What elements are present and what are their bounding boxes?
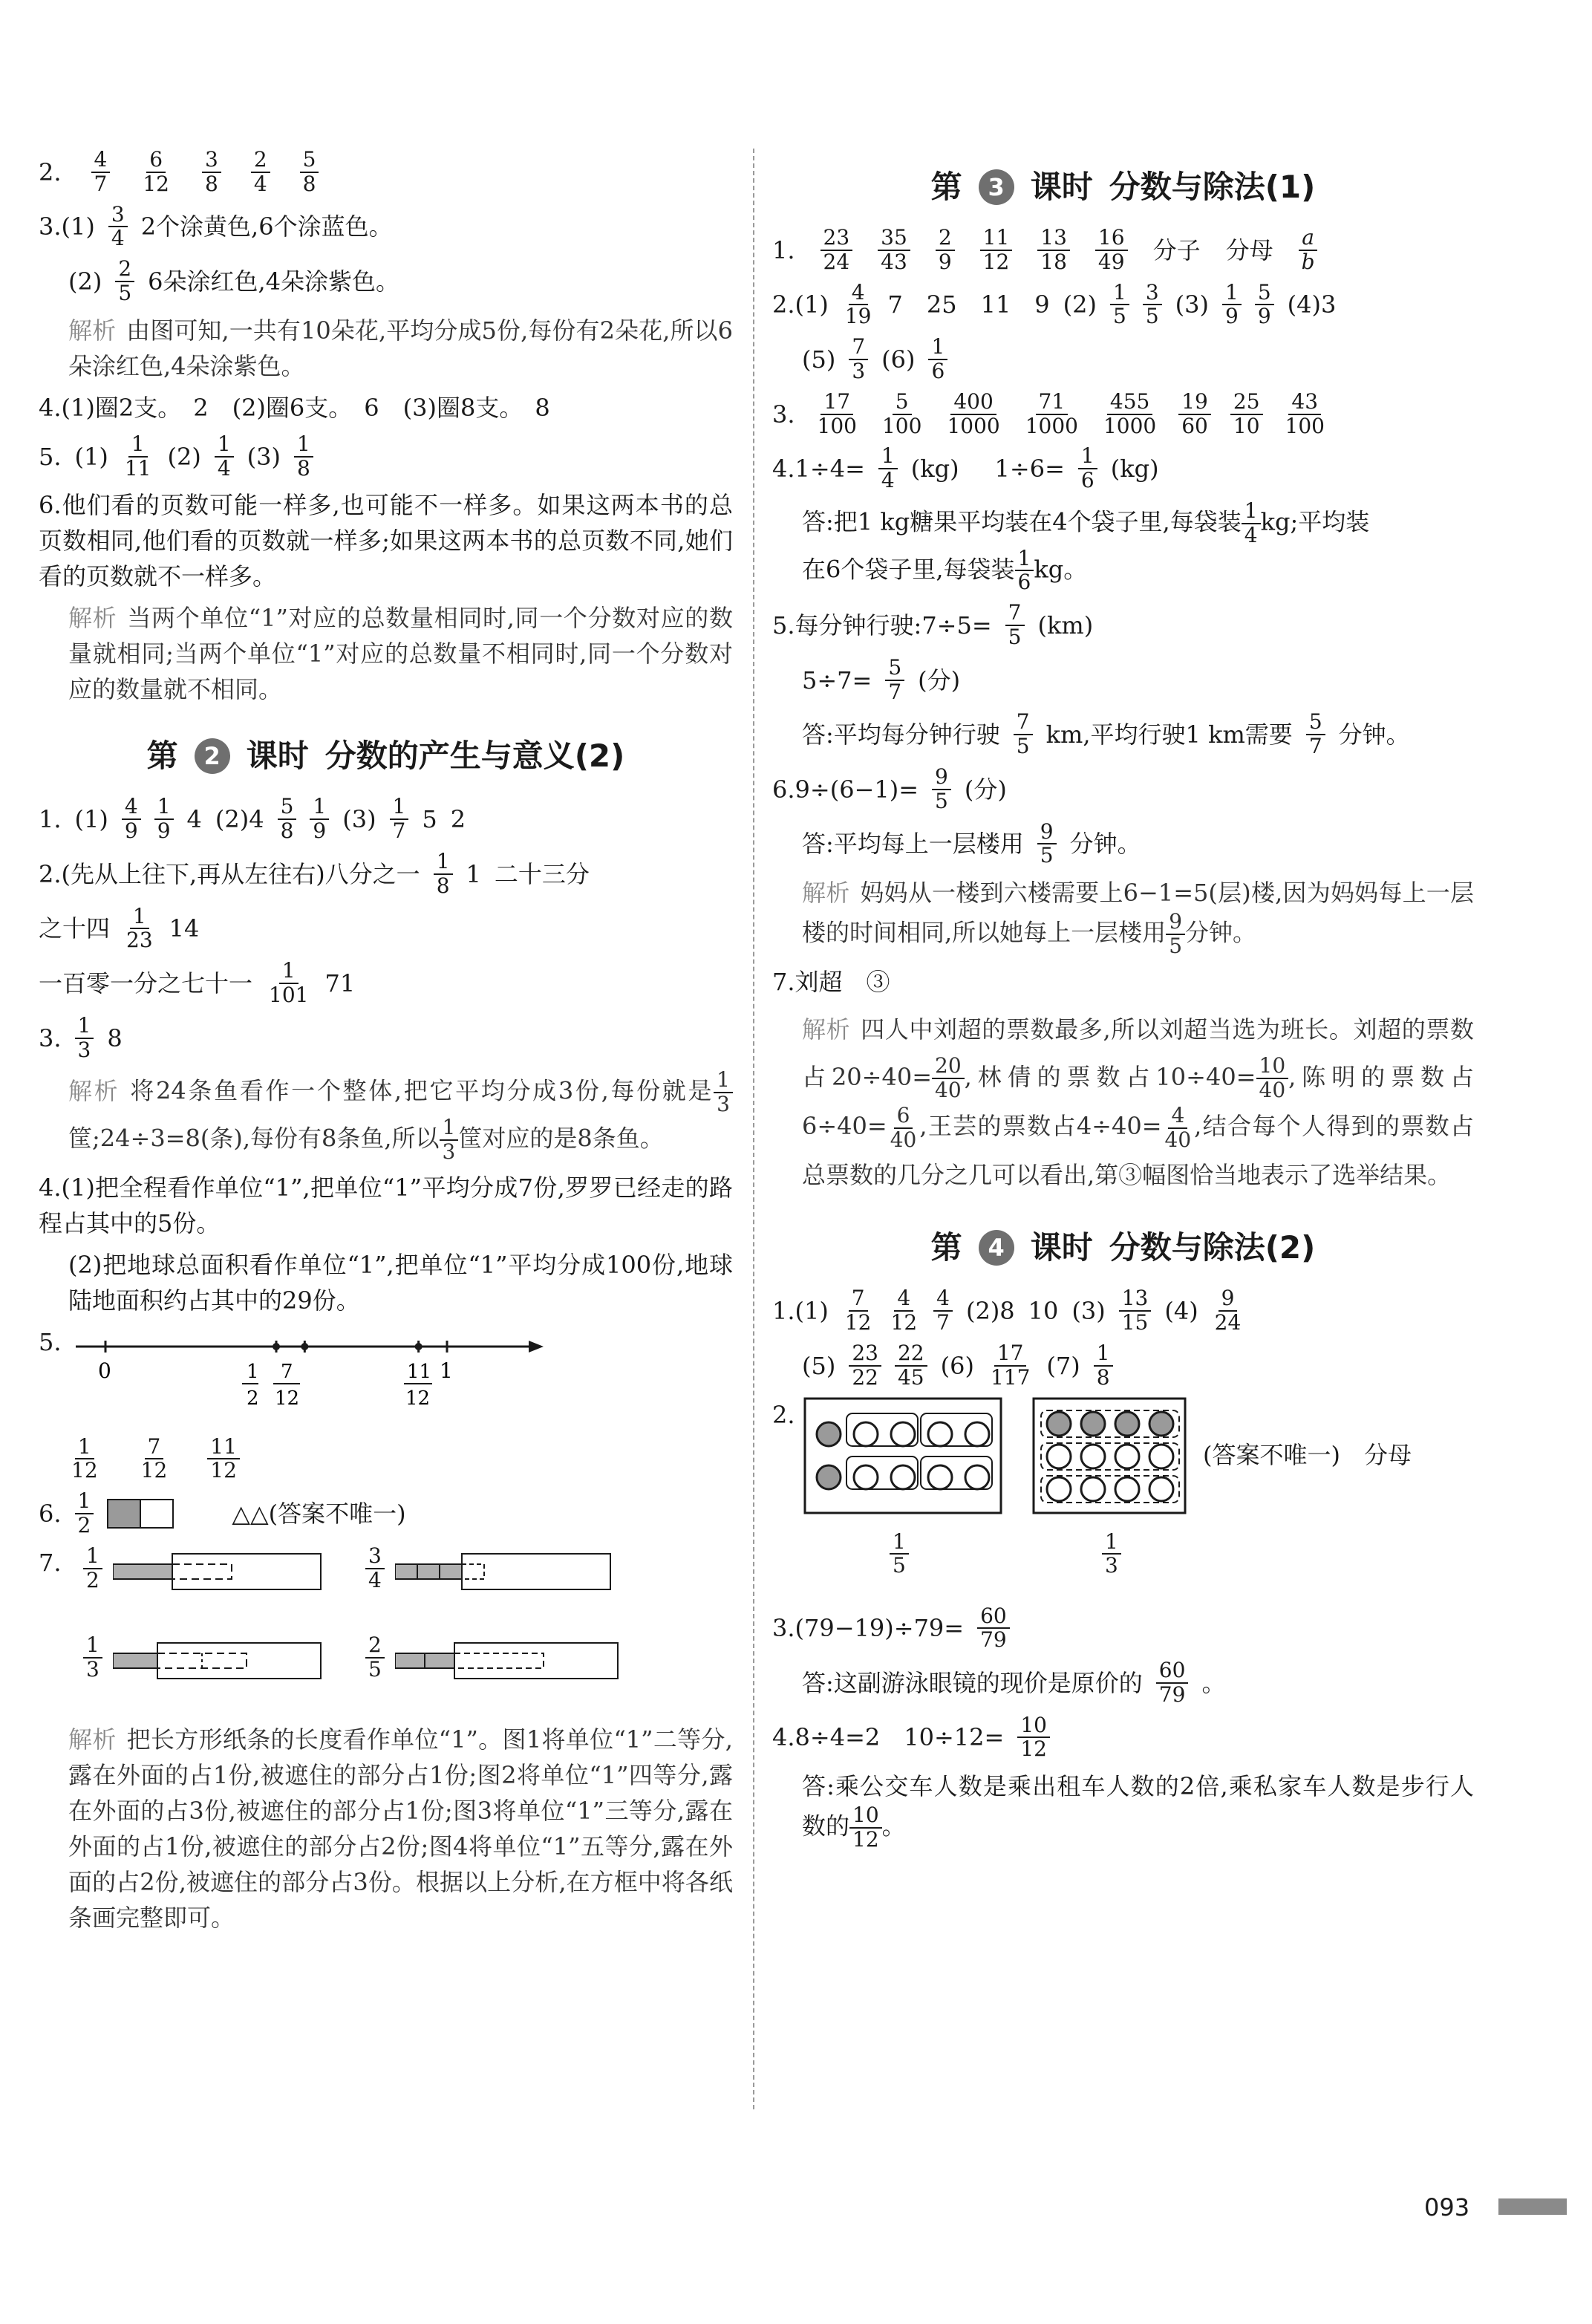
fraction: $\frac{4}{7}$ — [933, 1287, 953, 1335]
left-q2 — [39, 149, 733, 196]
fraction: $\frac{1}{8}$ — [434, 850, 453, 898]
left-q3-note: 解析 由图可知,一共有10朵花,平均分成5份,每份有2朵花,所以6朵涂红色,4朵涂紫色。 — [68, 316, 733, 380]
tick-label: 12 — [405, 1387, 431, 1410]
fraction: $\frac{1}{4}$ — [878, 445, 898, 492]
fraction: $\frac{1}{9}$ — [310, 795, 329, 843]
fraction: $\frac{10}{40}$ — [1256, 1055, 1289, 1102]
section-title-3: 第 3 课时 分数与除法(1) — [930, 169, 1316, 205]
fraction: $\frac{4}{7}$ — [91, 149, 111, 196]
right-column — [772, 141, 1474, 1858]
s2-q3: 3. $\frac{1}{3}$ 8 — [39, 1012, 123, 1062]
fraction: $\frac{5}{7}$ — [1306, 711, 1325, 758]
fraction: $\frac{1}{9}$ — [154, 795, 174, 843]
page-bar — [1498, 2198, 1567, 2215]
circle — [1149, 1477, 1173, 1501]
fraction: $\frac{20}{40}$ — [932, 1055, 965, 1102]
number-line-point — [301, 1343, 308, 1350]
circle — [1115, 1477, 1139, 1501]
fraction: $\frac{7}{5}$ — [1014, 711, 1033, 758]
r-q3: 3. $\frac{17}{100}$ $\frac{5}{100}$ $\frac{400}{1000}$ $\frac{71}{1000}$ $\frac{455}{1000}$ $\frac{19}{60}$ $\frac{25}{10}$ $\frac{43}{100}$ — [772, 391, 1474, 438]
circle-group-figure-2 — [1032, 1397, 1188, 1516]
circle — [854, 1465, 878, 1489]
r-q5-answer: 答:平均每分钟行驶 $\frac{7}{5}$ km,平均行驶1 km需要 $\frac{5}{7}$ 分钟。 — [802, 709, 1410, 759]
s2-q4a: 4.(1)把全程看作单位“1”,把单位“1”平均分成7份,罗罗已经走的路程占其中的5份。 — [39, 1173, 733, 1237]
r-q2a: 2.(1) $\frac{4}{19}$ 7 25 11 9 (2) $\frac{1}{5}$ $\frac{3}{5}$ (3) $\frac{1}{9}$ $\frac{5}{9}$ (4)3 — [772, 279, 1337, 329]
fraction: $\frac{10}{12}$ — [1017, 1714, 1050, 1762]
left-q3a: 3.(1) $\frac{3}{4}$ 2个涂黄色,6个涂蓝色。 — [39, 201, 393, 251]
fraction: $\frac{17}{100}$ — [817, 388, 857, 438]
one-label: 1 — [440, 1358, 453, 1383]
fraction: $\frac{1}{3}$ — [83, 1634, 102, 1682]
half-shaded-box — [107, 1499, 174, 1529]
s2-q5-answers — [39, 1433, 733, 1483]
r-q5-line2: 5÷7= $\frac{5}{7}$ (分) — [802, 654, 961, 704]
s2-q3-note: 解析 将24条鱼看作一个整体,把它平均分成3份,每份就是 $\frac{1}{3}$ 筐;24÷3=8(条),每份有8条鱼,所以 $\frac{1}{3}$ 筐对应的是8条鱼。 — [39, 1069, 733, 1163]
fraction: $\frac{a}{b}$ — [1299, 227, 1318, 274]
fraction: $\frac{1}{4}$ — [215, 433, 234, 481]
r-q5-line1: 5.每分钟行驶:7÷5= $\frac{7}{5}$ (km) — [772, 600, 1094, 649]
tick-label: 1 — [247, 1360, 259, 1383]
fraction: $\frac{25}{10}$ — [1230, 391, 1263, 438]
fraction: $\frac{3}{8}$ — [202, 149, 221, 196]
fraction: $\frac{2}{5}$ — [365, 1634, 385, 1682]
fraction: $\frac{35}{43}$ — [878, 227, 910, 274]
circle — [1047, 1445, 1071, 1468]
circle — [1115, 1445, 1139, 1468]
shaded-circle — [1081, 1412, 1105, 1436]
fraction: $\frac{7}{12}$ — [844, 1286, 872, 1335]
circle — [928, 1422, 952, 1446]
s2-q7: 7. $\frac{1}{2}$ $\frac{3}{4}$ $\frac{1}{3}$ $\frac{2}{5}$ — [39, 1545, 733, 1716]
fraction: $\frac{7}{3}$ — [849, 336, 868, 383]
r-q1: 1. $\frac{23}{24}$ $\frac{35}{43}$ $\frac{2}{9}$ $\frac{11}{12}$ $\frac{13}{18}$ $\frac{16}{49}$ 分子 分母 $\frac{a}{b}$ — [772, 227, 1474, 274]
r4-q1a: 1.(1) $\frac{7}{12}$ $\frac{4}{12}$ $\frac{4}{7}$ (2)8 10 (3) $\frac{13}{15}$ (4) $\frac{9}{24}$ — [772, 1287, 1474, 1335]
lesson-number-badge: 3 — [979, 169, 1014, 205]
fraction: $\frac{4}{9}$ — [122, 795, 141, 843]
r4-q3-answer: 答:这副游泳眼镜的现价是原价的 $\frac{60}{79}$ 。 — [802, 1658, 1226, 1707]
fraction: $\frac{71}{1000}$ — [1025, 388, 1078, 438]
fraction: $\frac{1}{8}$ — [294, 433, 313, 481]
q-number: 2. — [39, 157, 62, 186]
fraction: $\frac{19}{60}$ — [1178, 391, 1211, 438]
section-title-2: 第 2 课时 分数的产生与意义(2) — [146, 738, 625, 775]
paper-strip-3 — [113, 1641, 336, 1686]
fraction: $\frac{7}{5}$ — [1005, 602, 1025, 649]
paper-strip-2 — [395, 1552, 618, 1597]
tick-label: 12 — [275, 1387, 300, 1410]
fraction: $\frac{10}{12}$ — [849, 1804, 882, 1852]
circle — [854, 1422, 878, 1446]
fraction: $\frac{5}{7}$ — [885, 657, 904, 704]
number-line-point — [415, 1343, 423, 1350]
number-line — [68, 1324, 544, 1428]
tick-label: 11 — [407, 1360, 432, 1383]
left-q6-note: 解析 当两个单位“1”对应的总数量相同时,同一个分数对应的数量就相同;当两个单位“1”对应的总数量不相同时,同一个分数对应的数量就不相同。 — [68, 604, 733, 704]
fraction: $\frac{1}{6}$ — [928, 336, 947, 383]
s2-q4b: (2)把地球总面积看作单位“1”,把单位“1”平均分成100份,地球陆地面积约占其中的29份。 — [68, 1250, 733, 1315]
fraction: $\frac{23}{24}$ — [821, 227, 853, 274]
circle — [1081, 1445, 1105, 1468]
fraction: $\frac{2}{5}$ — [115, 258, 134, 305]
fraction: $\frac{1}{2}$ — [83, 1545, 102, 1592]
s2-q2-line2: 之十四 $\frac{1}{23}$ 14 — [39, 903, 200, 953]
shaded-circle — [1115, 1412, 1139, 1436]
fraction: $\frac{6}{40}$ — [890, 1102, 917, 1152]
fraction: $\frac{1}{4}$ — [1242, 500, 1261, 547]
fraction: $\frac{1}{3}$ — [440, 1116, 459, 1164]
left-q3b: (2) $\frac{2}{5}$ 6朵涂红色,4朵涂紫色。 — [68, 256, 400, 305]
fraction: $\frac{43}{100}$ — [1285, 388, 1325, 438]
s2-q2-line3: 一百零一分之七十一 $\frac{1}{101}$ 71 — [39, 958, 356, 1007]
left-q4: 4.(1)圈2支。 2 (2)圈6支。 6 (3)圈8支。 8 — [39, 393, 550, 422]
circle-group-figure-1 — [803, 1397, 1004, 1516]
fraction: $\frac{60}{79}$ — [977, 1605, 1010, 1653]
fraction: $\frac{4}{19}$ — [844, 279, 872, 329]
s2-q2-line1: 2.(先从上往下,再从左往右)八分之一 $\frac{1}{8}$ 1 二十三分 — [39, 848, 590, 898]
fraction: $\frac{6}{12}$ — [143, 147, 169, 196]
r-q4: 4.1÷4= $\frac{1}{4}$ (kg) 1÷6= $\frac{1}{6}$ (kg) — [772, 443, 1159, 493]
fraction: $\frac{1}{23}$ — [126, 903, 153, 953]
circle — [965, 1465, 989, 1489]
tick-label: 7 — [281, 1360, 293, 1383]
lesson-number-badge: 2 — [195, 738, 230, 774]
r4-q3: 3.(79−19)÷79= $\frac{60}{79}$ — [772, 1605, 1474, 1653]
lesson-number-badge: 4 — [979, 1230, 1014, 1266]
circle — [1081, 1477, 1105, 1501]
fraction: $\frac{1}{3}$ — [1102, 1531, 1121, 1578]
r4-q2: 2. (答案不唯一) 分母 $\frac{1}{5}$ $\frac{1}{3}$ — [772, 1397, 1474, 1598]
s2-q6: 6. $\frac{1}{2}$ △△(答案不唯一) — [39, 1488, 406, 1537]
r-q6-note: 解析 妈妈从一楼到六楼需要上6−1=5(层)楼,因为妈妈每上一层楼的时间相同,所以她每上一层楼用 $\frac{9}{5}$ 分钟。 — [802, 879, 1474, 958]
fraction: $\frac{2}{4}$ — [251, 149, 270, 196]
r4-q1b: (5) $\frac{23}{22}$ $\frac{22}{45}$ (6) $\frac{17}{117}$ (7) $\frac{1}{8}$ — [772, 1342, 1474, 1390]
fraction: $\frac{5}{9}$ — [1255, 281, 1274, 329]
fraction: $\frac{9}{24}$ — [1214, 1286, 1242, 1335]
fraction: $\frac{5}{100}$ — [881, 388, 922, 438]
left-q6: 6.他们看的页数可能一样多,也可能不一样多。如果这两本书的总页数相同,他们看的页数就一样多;如果这两本书的总页数不同,她们看的页数就不一样多。 — [39, 491, 733, 591]
shaded-circle — [1047, 1412, 1071, 1436]
fraction: $\frac{1}{9}$ — [1222, 281, 1242, 329]
fraction: $\frac{1}{11}$ — [124, 431, 151, 481]
section-title-4: 第 4 课时 分数与除法(2) — [930, 1229, 1316, 1266]
fraction: $\frac{23}{22}$ — [849, 1342, 881, 1390]
fraction: $\frac{9}{5}$ — [1166, 911, 1185, 958]
fraction: $\frac{1}{5}$ — [1110, 281, 1129, 329]
fraction: $\frac{4}{40}$ — [1164, 1102, 1192, 1152]
fraction: $\frac{9}{5}$ — [932, 766, 951, 813]
fraction: $\frac{22}{45}$ — [895, 1342, 927, 1390]
fraction: $\frac{9}{5}$ — [1037, 821, 1057, 868]
fraction: $\frac{1}{6}$ — [1015, 547, 1034, 595]
paper-strip-4 — [395, 1641, 633, 1686]
fraction: $\frac{7}{12}$ — [140, 1433, 168, 1483]
r4-q4-answer: 答:乘公交车人数是乘出租车人数的2倍,乘私家车人数是步行人数的 $\frac{10}{12}$ 。 — [802, 1772, 1474, 1852]
s2-q5: 5. 0 1 1 2 7 12 11 12 — [39, 1324, 733, 1428]
fraction: $\frac{3}{5}$ — [1143, 281, 1162, 329]
left-q5: 5. (1) $\frac{1}{11}$ (2) $\frac{1}{4}$ (3) $\frac{1}{8}$ — [39, 433, 733, 481]
fraction: $\frac{4}{12}$ — [890, 1286, 918, 1335]
fraction: $\frac{3}{4}$ — [365, 1545, 385, 1592]
paper-strip-1 — [113, 1552, 336, 1597]
fraction: $\frac{13}{18}$ — [1037, 227, 1070, 274]
fraction: $\frac{1}{101}$ — [269, 958, 309, 1007]
circle — [1149, 1445, 1173, 1468]
r-q7-note: 解析 四人中刘超的票数最多,所以刘超当选为班长。刘超的票数占20÷40= $\frac{20}{40}$ ,林倩的票数占10÷40= $\frac{10}{40}$ ,陈明的票数占6÷40= $\frac{6}{40}$ ,王芸的票数占4÷40= $\frac{4}{40}$ ,结合每个人得到的票数占总票数的几分之几可以看出,第③幅图恰当地表示了选举结果。 — [802, 1015, 1474, 1190]
fraction: $\frac{11}{12}$ — [980, 227, 1013, 274]
fraction: $\frac{400}{1000}$ — [947, 388, 1000, 438]
fraction: $\frac{1}{12}$ — [71, 1433, 98, 1483]
r4-q4: 4.8÷4=2 10÷12= $\frac{10}{12}$ — [772, 1714, 1474, 1762]
r-q6-answer: 答:平均每上一层楼用 $\frac{9}{5}$ 分钟。 — [802, 818, 1141, 868]
r-q4-answer: 答:把1 kg糖果平均装在4个袋子里,每袋装 $\frac{1}{4}$ kg;平均装 在6个袋子里,每袋装 $\frac{1}{6}$ kg。 — [802, 498, 1370, 595]
column-divider — [753, 149, 754, 2109]
shaded-circle — [1149, 1412, 1173, 1436]
fraction: $\frac{16}{49}$ — [1095, 227, 1128, 274]
shaded-circle — [817, 1465, 841, 1489]
left-column — [39, 141, 733, 1941]
s2-q7-note: 解析 把长方形纸条的长度看作单位“1”。图1将单位“1”二等分,露在外面的占1份,被遮住的部分占1份;图2将单位“1”四等分,露在外面的占3份,被遮住的部分占1份;图3将单位“1”三等分,露在外面的占1份,被遮住的部分占2份;图4将单位“1”五等分,露在外面的占2份,被遮住的部分占3份。根据以上分析,在方框中将各纸条画完整即可。 — [68, 1725, 733, 1932]
r-q2b: (5) $\frac{7}{3}$ (6) $\frac{1}{6}$ — [772, 336, 1474, 383]
fraction: $\frac{1}{8}$ — [1094, 1342, 1113, 1390]
fraction: $\frac{1}{6}$ — [1078, 445, 1097, 492]
circle — [891, 1422, 915, 1446]
circle — [891, 1465, 915, 1489]
fraction: $\frac{1}{7}$ — [390, 795, 409, 843]
shaded-circle — [817, 1422, 841, 1446]
fraction: $\frac{13}{15}$ — [1119, 1287, 1152, 1335]
r-q7: 7.刘超 ③ — [772, 967, 890, 996]
s2-q1: 1. (1) $\frac{4}{9}$ $\frac{1}{9}$ 4 (2)4 $\frac{5}{8}$ $\frac{1}{9}$ (3) $\frac{1}{7}$ 5 2 — [39, 794, 466, 844]
fraction: $\frac{3}{4}$ — [108, 204, 128, 251]
circle — [965, 1422, 989, 1446]
zero-label: 0 — [98, 1358, 111, 1383]
circle — [928, 1465, 952, 1489]
fraction: $\frac{1}{3}$ — [714, 1069, 733, 1116]
circle — [1047, 1477, 1071, 1501]
fraction: $\frac{1}{3}$ — [75, 1015, 94, 1062]
fraction: $\frac{5}{8}$ — [278, 795, 297, 843]
arrow-head — [529, 1341, 544, 1353]
fraction: $\frac{11}{12}$ — [207, 1436, 240, 1483]
fraction: $\frac{60}{79}$ — [1156, 1659, 1189, 1707]
page-number: 093 — [1424, 2193, 1470, 2222]
fraction: $\frac{2}{9}$ — [936, 227, 955, 274]
tick-label: 2 — [247, 1387, 259, 1410]
r-q6: 6.9÷(6−1)= $\frac{9}{5}$ (分) — [772, 764, 1007, 813]
fraction: $\frac{5}{8}$ — [300, 149, 319, 196]
fraction: $\frac{455}{1000}$ — [1103, 388, 1157, 438]
fraction: $\frac{1}{5}$ — [890, 1531, 909, 1578]
fraction: $\frac{1}{2}$ — [75, 1490, 94, 1537]
number-line-point — [273, 1343, 280, 1350]
fraction: $\frac{17}{117}$ — [990, 1340, 1031, 1390]
